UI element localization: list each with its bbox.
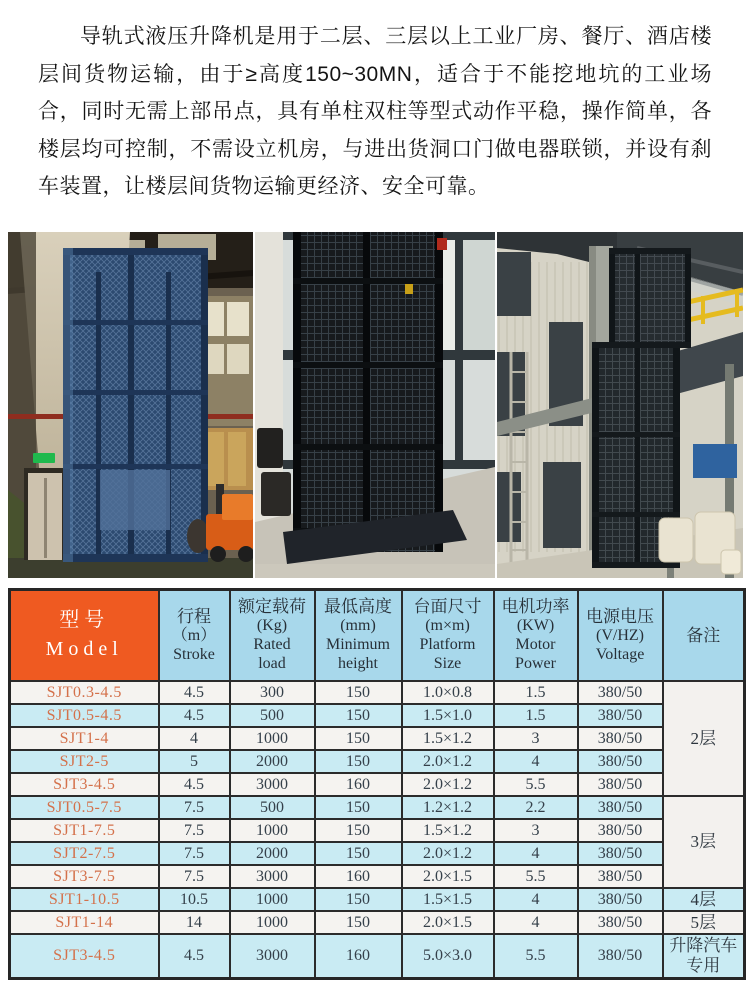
header-line: (KW) [516,617,555,635]
header-line: Motor [515,636,556,654]
header-line: load [258,655,286,673]
spec-cell-stroke: 4.5 [159,681,230,704]
spec-cell-min_height: 160 [315,934,402,979]
remark-cell: 2层 [663,681,745,796]
spec-cell-rated_load: 1000 [230,911,315,934]
remark-cell: 4层 [663,888,745,911]
table-row [10,750,745,773]
model-cell: SJT1-4 [10,727,159,750]
spec-cell-platform: 5.0×3.0 [402,934,494,979]
col-header-stroke [159,589,230,681]
header-line: 行程 [177,606,211,626]
model-cell: SJT0.3-4.5 [10,681,159,704]
spec-cell-platform: 1.2×1.2 [402,796,494,819]
spec-cell-min_height: 150 [315,796,402,819]
table-row [10,865,745,888]
header-line: Stroke [173,645,215,663]
model-cell: SJT0.5-4.5 [10,704,159,727]
spec-cell-rated_load: 3000 [230,865,315,888]
col-header-min_height [315,589,402,681]
table-row [10,819,745,842]
spec-cell-stroke: 7.5 [159,796,230,819]
spec-cell-motor: 3 [494,819,578,842]
table-row [10,934,745,979]
header-line: 电机功率 [501,597,570,617]
spec-cell-voltage: 380/50 [578,681,663,704]
table-body [10,681,745,979]
spec-cell-rated_load: 1000 [230,819,315,842]
table-row [10,681,745,704]
spec-cell-rated_load: 1000 [230,727,315,750]
spec-cell-rated_load: 2000 [230,842,315,865]
spec-cell-voltage: 380/50 [578,888,663,911]
spec-cell-voltage: 380/50 [578,796,663,819]
header-line: 最低高度 [324,597,392,617]
model-cell: SJT2-5 [10,750,159,773]
spec-cell-platform: 2.0×1.5 [402,865,494,888]
remark-cell: 3层 [663,796,745,888]
header-line: 台面尺寸 [413,597,482,617]
table-header-row [10,589,745,681]
header-line: 型号 [59,609,110,632]
photo-dark-cage-lift-windows [255,232,495,578]
col-header-voltage [578,589,663,681]
model-cell: SJT3-7.5 [10,865,159,888]
spec-cell-stroke: 7.5 [159,865,230,888]
header-line: Size [433,655,462,673]
header-line: Minimum [325,636,390,654]
spec-cell-motor: 1.5 [494,704,578,727]
product-photos [8,232,743,578]
remark-cell: 5层 [663,911,745,934]
spec-cell-voltage: 380/50 [578,911,663,934]
header-line: 额定载荷 [238,597,306,617]
header-line: Platform [419,636,476,654]
table-row [10,796,745,819]
spec-cell-rated_load: 500 [230,704,315,727]
spec-cell-min_height: 150 [315,842,402,865]
spec-cell-platform: 1.5×1.2 [402,819,494,842]
spec-cell-rated_load: 2000 [230,750,315,773]
header-line: Rated [253,636,291,654]
col-header-rated_load [230,589,315,681]
model-cell: SJT2-7.5 [10,842,159,865]
remark-cell: 升降汽车专用 [663,934,745,979]
spec-cell-platform: 2.0×1.2 [402,750,494,773]
intro-paragraph: 导轨式液压升降机是用于二层、三层以上工业厂房、餐厅、酒店楼层间货物运输，由于≥高度150~30MN，适合于不能挖地坑的工业场合，同时无需上部吊点，具有单柱双柱等型式动作平稳，操作简单，各楼层均可控制，不需设立机房，与进出货洞口门做电器联锁，并设有刹车装置，让楼层间货物运输更经济、安全可靠。 [38,25,712,198]
spec-cell-voltage: 380/50 [578,704,663,727]
table-row [10,888,745,911]
spec-cell-platform: 2.0×1.5 [402,911,494,934]
col-header-platform [402,589,494,681]
spec-cell-platform: 1.0×0.8 [402,681,494,704]
spec-cell-motor: 4 [494,842,578,865]
col-header-remark [663,589,745,681]
spec-cell-stroke: 5 [159,750,230,773]
spec-cell-stroke: 10.5 [159,888,230,911]
header-line: (V/HZ) [596,626,644,644]
spec-cell-stroke: 7.5 [159,842,230,865]
model-cell: SJT1-14 [10,911,159,934]
model-cell: SJT1-7.5 [10,819,159,842]
photo-blue-guide-rail-lift [8,232,253,578]
spec-cell-voltage: 380/50 [578,750,663,773]
spec-cell-voltage: 380/50 [578,934,663,979]
header-line: 备注 [686,625,721,645]
table-row [10,773,745,796]
model-cell: SJT0.5-7.5 [10,796,159,819]
spec-cell-motor: 3 [494,727,578,750]
spec-cell-stroke: 4.5 [159,704,230,727]
header-line: Model [45,638,123,661]
header-line: （m） [171,626,217,644]
spec-cell-rated_load: 3000 [230,934,315,979]
model-cell: SJT3-4.5 [10,934,159,979]
spec-cell-min_height: 160 [315,773,402,796]
spec-cell-motor: 2.2 [494,796,578,819]
spec-cell-motor: 4 [494,911,578,934]
spec-cell-motor: 5.5 [494,934,578,979]
table-row [10,727,745,750]
header-line: Power [515,655,556,673]
col-header-motor [494,589,578,681]
spec-cell-rated_load: 1000 [230,888,315,911]
spec-cell-voltage: 380/50 [578,727,663,750]
spec-table [8,588,746,981]
spec-cell-voltage: 380/50 [578,842,663,865]
spec-cell-motor: 4 [494,888,578,911]
table-row [10,704,745,727]
spec-cell-stroke: 14 [159,911,230,934]
spec-cell-motor: 5.5 [494,773,578,796]
spec-cell-platform: 1.5×1.5 [402,888,494,911]
spec-cell-voltage: 380/50 [578,773,663,796]
spec-cell-stroke: 4.5 [159,773,230,796]
header-line: (Kg) [256,617,288,635]
spec-cell-motor: 1.5 [494,681,578,704]
spec-cell-min_height: 150 [315,704,402,727]
spec-cell-min_height: 150 [315,911,402,934]
spec-cell-motor: 4 [494,750,578,773]
spec-cell-rated_load: 300 [230,681,315,704]
col-header-model [10,589,159,681]
spec-cell-voltage: 380/50 [578,819,663,842]
spec-cell-min_height: 150 [315,750,402,773]
spec-cell-min_height: 150 [315,819,402,842]
header-line: height [338,655,378,673]
header-line: (m×m) [425,617,470,635]
spec-cell-stroke: 4.5 [159,934,230,979]
spec-cell-motor: 5.5 [494,865,578,888]
spec-cell-platform: 2.0×1.2 [402,842,494,865]
spec-cell-voltage: 380/50 [578,865,663,888]
spec-cell-stroke: 4 [159,727,230,750]
model-cell: SJT1-10.5 [10,888,159,911]
spec-cell-rated_load: 3000 [230,773,315,796]
spec-cell-min_height: 150 [315,681,402,704]
spec-cell-min_height: 150 [315,727,402,750]
photo-lift-steel-mezzanine [497,232,743,578]
spec-cell-stroke: 7.5 [159,819,230,842]
spec-cell-rated_load: 500 [230,796,315,819]
header-line: 电源电压 [586,606,654,626]
spec-cell-platform: 1.5×1.2 [402,727,494,750]
spec-cell-platform: 1.5×1.0 [402,704,494,727]
spec-cell-platform: 2.0×1.2 [402,773,494,796]
model-cell: SJT3-4.5 [10,773,159,796]
header-line: (mm) [340,617,376,635]
table-row [10,911,745,934]
header-line: Voltage [595,645,645,663]
table-row [10,842,745,865]
spec-cell-min_height: 150 [315,888,402,911]
spec-cell-min_height: 160 [315,865,402,888]
